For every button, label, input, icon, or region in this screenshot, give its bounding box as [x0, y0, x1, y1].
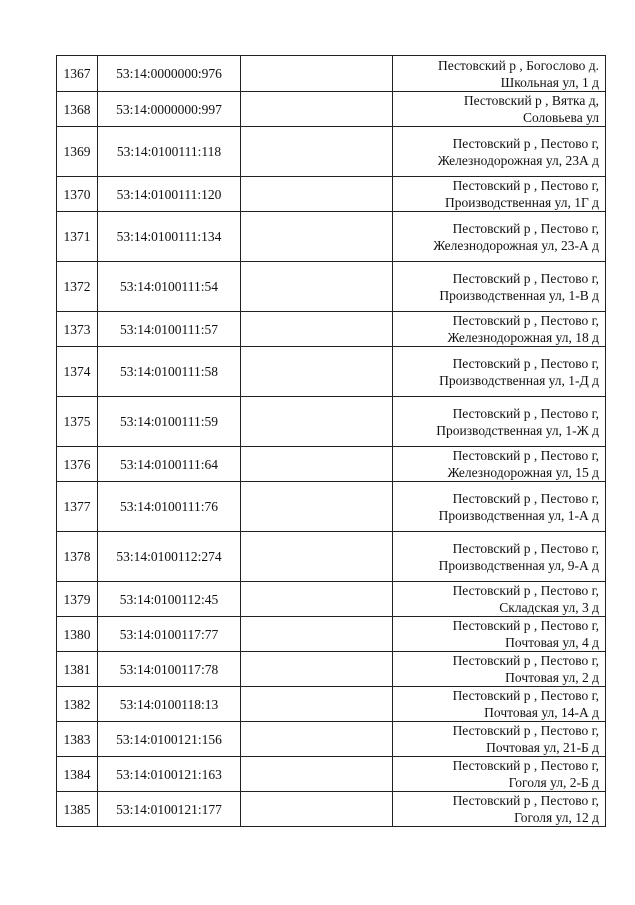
cadastral-number: 53:14:0100111:58	[98, 347, 241, 397]
cadastral-number: 53:14:0100111:118	[98, 127, 241, 177]
address-line-2: Железнодорожная ул, 18 д	[447, 330, 599, 345]
row-number: 1377	[57, 482, 98, 532]
address-line-1: Пестовский р , Пестово г,	[452, 448, 599, 463]
address-cell	[393, 722, 606, 757]
empty-cell	[241, 262, 393, 312]
address-line-2: Железнодорожная ул, 23А д	[437, 152, 599, 168]
address-cell	[393, 347, 606, 397]
table-row	[57, 447, 606, 482]
address-line-2: Производственная ул, 1-Д д	[439, 372, 599, 388]
address-cell	[393, 532, 606, 582]
address-cell	[393, 482, 606, 532]
empty-cell	[241, 56, 393, 92]
empty-cell	[241, 617, 393, 652]
address-line-2: Почтовая ул, 2 д	[505, 670, 599, 685]
table-row	[57, 532, 606, 582]
address-line-1: Пестовский р , Пестово г,	[452, 405, 599, 421]
row-number: 1385	[57, 792, 98, 827]
address-line-2: Почтовая ул, 14-А д	[484, 705, 599, 720]
row-number: 1379	[57, 582, 98, 617]
cadastral-number: 53:14:0100111:59	[98, 397, 241, 447]
row-number: 1372	[57, 262, 98, 312]
address-cell	[393, 757, 606, 792]
table-row	[57, 262, 606, 312]
address-line-2: Производственная ул, 1-Ж д	[436, 422, 599, 438]
table-row	[57, 397, 606, 447]
address-cell	[393, 397, 606, 447]
row-number: 1371	[57, 212, 98, 262]
empty-cell	[241, 582, 393, 617]
cadastral-number: 53:14:0100111:76	[98, 482, 241, 532]
row-number: 1384	[57, 757, 98, 792]
table-row	[57, 212, 606, 262]
empty-cell	[241, 687, 393, 722]
table-row	[57, 312, 606, 347]
table-row	[57, 482, 606, 532]
table-row	[57, 792, 606, 827]
row-number: 1382	[57, 687, 98, 722]
empty-cell	[241, 792, 393, 827]
address-line-1: Пестовский р , Пестово г,	[452, 618, 599, 633]
empty-cell	[241, 212, 393, 262]
address-line-2: Производственная ул, 1-В д	[439, 287, 599, 303]
table-row	[57, 722, 606, 757]
address-line-1: Пестовский р , Пестово г,	[452, 178, 599, 193]
row-number: 1378	[57, 532, 98, 582]
empty-cell	[241, 177, 393, 212]
cadastral-number: 53:14:0100111:134	[98, 212, 241, 262]
row-number: 1369	[57, 127, 98, 177]
address-cell	[393, 617, 606, 652]
cadastral-number: 53:14:0100111:120	[98, 177, 241, 212]
address-line-1: Пестовский р , Пестово г,	[452, 688, 599, 703]
empty-cell	[241, 722, 393, 757]
row-number: 1374	[57, 347, 98, 397]
row-number: 1383	[57, 722, 98, 757]
address-cell	[393, 56, 606, 92]
row-number: 1376	[57, 447, 98, 482]
empty-cell	[241, 652, 393, 687]
row-number: 1373	[57, 312, 98, 347]
address-line-1: Пестовский р , Пестово г,	[452, 653, 599, 668]
address-line-2: Почтовая ул, 4 д	[505, 635, 599, 650]
address-line-2: Школьная ул, 1 д	[500, 74, 599, 90]
table-row	[57, 127, 606, 177]
address-line-1: Пестовский р , Пестово г,	[452, 270, 599, 286]
address-cell	[393, 127, 606, 177]
address-line-2: Производственная ул, 1-А д	[438, 507, 599, 523]
address-line-1: Пестовский р , Пестово г,	[452, 135, 599, 151]
address-line-1: Пестовский р , Богослово д.	[437, 57, 599, 73]
address-line-2: Почтовая ул, 21-Б д	[486, 740, 599, 755]
address-line-2: Производственная ул, 1Г д	[445, 195, 599, 210]
cadastral-number: 53:14:0100118:13	[98, 687, 241, 722]
table-row	[57, 652, 606, 687]
address-line-1: Пестовский р , Пестово г,	[452, 583, 599, 598]
address-cell	[393, 652, 606, 687]
address-cell	[393, 447, 606, 482]
address-line-1: Пестовский р , Пестово г,	[452, 355, 599, 371]
table-row	[57, 687, 606, 722]
address-cell	[393, 177, 606, 212]
cadastral-number: 53:14:0100112:274	[98, 532, 241, 582]
empty-cell	[241, 447, 393, 482]
cadastral-number: 53:14:0100111:57	[98, 312, 241, 347]
address-line-2: Железнодорожная ул, 23-А д	[433, 237, 599, 253]
cadastral-number: 53:14:0100121:156	[98, 722, 241, 757]
address-line-1: Пестовский р , Пестово г,	[452, 313, 599, 328]
cadastral-number: 53:14:0100121:163	[98, 757, 241, 792]
empty-cell	[241, 312, 393, 347]
address-cell	[393, 312, 606, 347]
table-row	[57, 617, 606, 652]
address-line-1: Пестовский р , Пестово г,	[452, 540, 599, 556]
empty-cell	[241, 482, 393, 532]
empty-cell	[241, 127, 393, 177]
address-cell	[393, 92, 606, 127]
address-line-2: Складская ул, 3 д	[499, 600, 599, 615]
cadastral-number: 53:14:0100112:45	[98, 582, 241, 617]
table-row	[57, 347, 606, 397]
row-number: 1381	[57, 652, 98, 687]
address-line-2: Гоголя ул, 12 д	[514, 810, 599, 825]
address-cell	[393, 212, 606, 262]
address-line-1: Пестовский р , Пестово г,	[452, 220, 599, 236]
address-line-1: Пестовский р , Пестово г,	[452, 793, 599, 808]
row-number: 1367	[57, 56, 98, 92]
address-cell	[393, 262, 606, 312]
cadastral-number: 53:14:0100117:77	[98, 617, 241, 652]
address-line-1: Пестовский р , Пестово г,	[452, 490, 599, 506]
cadastral-number: 53:14:0100111:64	[98, 447, 241, 482]
address-line-1: Пестовский р , Вятка д,	[463, 93, 599, 108]
table-row	[57, 582, 606, 617]
empty-cell	[241, 397, 393, 447]
cadastral-number: 53:14:0100111:54	[98, 262, 241, 312]
table-row	[57, 92, 606, 127]
table-row	[57, 56, 606, 92]
address-line-2: Гоголя ул, 2-Б д	[508, 775, 599, 790]
address-line-1: Пестовский р , Пестово г,	[452, 758, 599, 773]
row-number: 1380	[57, 617, 98, 652]
table-row	[57, 757, 606, 792]
cadastral-number: 53:14:0000000:997	[98, 92, 241, 127]
empty-cell	[241, 532, 393, 582]
empty-cell	[241, 757, 393, 792]
address-line-2: Железнодорожная ул, 15 д	[447, 465, 599, 480]
address-cell	[393, 792, 606, 827]
property-table	[56, 55, 606, 827]
table-body	[57, 56, 606, 827]
cadastral-number: 53:14:0100121:177	[98, 792, 241, 827]
row-number: 1370	[57, 177, 98, 212]
address-line-1: Пестовский р , Пестово г,	[452, 723, 599, 738]
table-row	[57, 177, 606, 212]
address-cell	[393, 687, 606, 722]
empty-cell	[241, 92, 393, 127]
empty-cell	[241, 347, 393, 397]
address-line-2: Соловьева ул	[522, 110, 599, 125]
address-cell	[393, 582, 606, 617]
cadastral-number: 53:14:0100117:78	[98, 652, 241, 687]
cadastral-number: 53:14:0000000:976	[98, 56, 241, 92]
row-number: 1375	[57, 397, 98, 447]
address-line-2: Производственная ул, 9-А д	[438, 557, 599, 573]
row-number: 1368	[57, 92, 98, 127]
